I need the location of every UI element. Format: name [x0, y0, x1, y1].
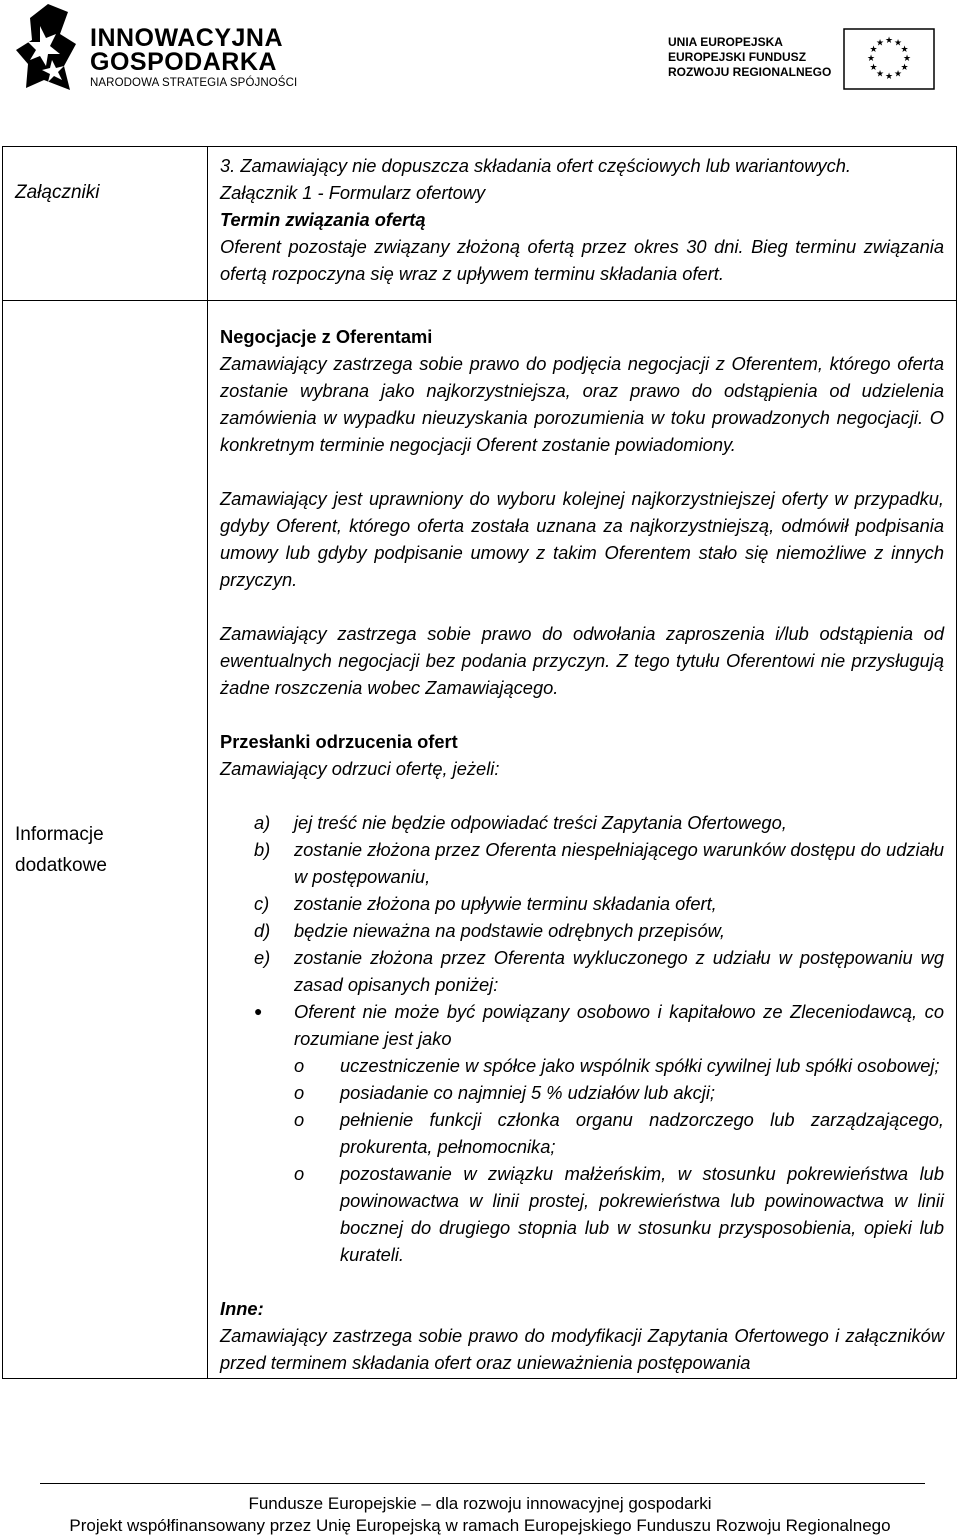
footer-divider: [40, 1483, 925, 1484]
svg-text:★: ★: [900, 45, 909, 55]
sub-list-marker: o: [294, 1082, 305, 1103]
ig-emblem-icon: [16, 4, 82, 92]
sub-list-item: [294, 1052, 944, 1079]
additional-info-label-line2: dodatkowe: [15, 855, 107, 876]
table-row-attachments: [3, 147, 957, 301]
attachments-label-cell: [3, 147, 208, 301]
list-item-text: będzie nieważna na podstawie odrębnych przepisów,: [294, 920, 725, 941]
sub-list-item: [294, 1106, 944, 1160]
rejection-list: [254, 809, 944, 998]
sub-list-text: uczestniczenie w spółce jako wspólnik spółki cywilnej lub spółki osobowej;: [340, 1055, 940, 1076]
ig-logo-tagline: NARODOWA STRATEGIA SPÓJNOŚCI: [90, 77, 298, 89]
attachments-label: Załączniki: [15, 182, 100, 203]
svg-text:★: ★: [869, 45, 878, 55]
footer-line-2: Projekt współfinansowany przez Unię Europejską w ramach Europejskiego Funduszu Rozwoju Regionalnego: [69, 1516, 891, 1535]
page-header: [0, 0, 960, 100]
sub-list-text: posiadanie co najmniej 5 % udziałów lub akcji;: [340, 1082, 715, 1103]
list-item: [254, 917, 944, 944]
list-item-text: zostanie złożona przez Oferenta niespełniającego warunków dostępu do udziału w postępowaniu,: [294, 839, 944, 887]
eu-logo: [668, 28, 935, 90]
table-row-additional-info: [3, 301, 957, 1379]
offer-binding-text: Oferent pozostaje związany złożoną ofertą przez okres 30 dni. Bieg terminu związania ofertą rozpoczyna się wraz z upływem terminu składania ofert.: [220, 236, 944, 284]
bullet-text: Oferent nie może być powiązany osobowo i kapitałowo ze Zleceniodawcą, co rozumiane jest jako: [294, 1001, 944, 1049]
list-marker: c): [254, 893, 270, 914]
list-marker: b): [254, 839, 271, 860]
sub-list-marker: o: [294, 1055, 305, 1076]
negotiations-title: Negocjacje z Oferentami: [220, 326, 433, 347]
svg-text:★: ★: [876, 38, 885, 49]
svg-text:★: ★: [885, 36, 894, 46]
bullet-item: [254, 998, 944, 1052]
list-item: [254, 836, 944, 890]
sub-list-marker: o: [294, 1163, 305, 1184]
rejection-title: Przesłanki odrzucenia ofert: [220, 731, 458, 752]
offer-conditions-table: [2, 146, 957, 1379]
innowacyjna-gospodarka-logo: [16, 4, 297, 92]
sub-list-text: pozostawanie w związku małżeńskim, w stosunku pokrewieństwa lub powinowactwa w linii prostej, pokrewieństwa lub powinowactwa w linii bocznej do drugiego stopnia lub w stosunku przysposobienia, opieki lub kurateli.: [340, 1163, 944, 1265]
attachments-content-cell: [208, 147, 957, 301]
svg-text:★: ★: [894, 69, 903, 80]
eu-logo-line3: ROZWOJU REGIONALNEGO: [668, 65, 832, 79]
additional-info-content-cell: [208, 301, 957, 1379]
svg-text:★: ★: [903, 54, 912, 64]
sub-list-text: pełnienie funkcji członka organu nadzorczego lub zarządzającego, prokurenta, pełnomocnika;: [340, 1109, 944, 1157]
svg-text:★: ★: [885, 72, 894, 82]
svg-text:★: ★: [894, 38, 903, 49]
list-item-text: zostanie złożona przez Oferenta wykluczonego z udziału w postępowaniu wg zasad opisanych poniżej:: [294, 947, 944, 995]
svg-text:★: ★: [900, 63, 909, 73]
offer-binding-title: Termin związania ofertą: [220, 209, 426, 230]
list-marker: e): [254, 947, 271, 968]
list-item: [254, 890, 944, 917]
list-item: [254, 944, 944, 998]
bullet-icon: ●: [254, 1003, 263, 1019]
svg-text:★: ★: [867, 54, 876, 64]
list-marker: d): [254, 920, 271, 941]
list-item-text: zostanie złożona po upływie terminu składania ofert,: [294, 893, 717, 914]
negotiations-text: Zamawiający zastrzega sobie prawo do podjęcia negocjacji z Oferentem, którego oferta zostanie wybrana jako najkorzystniejsza, oraz prawo do odstąpienia od udzielenia zamówienia w wypadku nieuzyskania porozumienia w toku prowadzonych negocjacji. O konkretnym terminie negocjacji Oferent zostanie powiadomiony.: [220, 353, 944, 455]
other-text: Zamawiający zastrzega sobie prawo do modyfikacji Zapytania Ofertowego i załączników przed terminem składania ofert oraz unieważnienia postępowania: [220, 1325, 944, 1373]
cancel-text: Zamawiający zastrzega sobie prawo do odwołania zaproszenia i/lub odstąpienia od ewentualnych negocjacji bez podania przyczyn. Z tego tytułu Oferentowi nie przysługują żadne roszczenia wobec Zamawiającego.: [220, 623, 944, 698]
point-3-text: 3. Zamawiający nie dopuszcza składania ofert częściowych lub wariantowych.: [220, 155, 851, 176]
attachment-1-text: Załącznik 1 - Formularz ofertowy: [220, 182, 486, 203]
sub-list-item: [294, 1079, 944, 1106]
eu-flag-icon: [843, 28, 935, 90]
rejection-intro: Zamawiający odrzuci ofertę, jeżeli:: [220, 758, 500, 779]
eu-logo-line2: EUROPEJSKI FUNDUSZ: [668, 50, 807, 64]
sub-list-marker: o: [294, 1109, 305, 1130]
svg-text:★: ★: [876, 69, 885, 80]
other-title: Inne:: [220, 1298, 264, 1319]
sub-list-item: [294, 1160, 944, 1268]
list-marker: a): [254, 812, 271, 833]
footer-line-1: Fundusze Europejskie – dla rozwoju innowacyjnej gospodarki: [248, 1494, 712, 1513]
list-item-text: jej treść nie będzie odpowiadać treści Zapytania Ofertowego,: [294, 812, 787, 833]
eu-logo-line1: UNIA EUROPEJSKA: [668, 35, 783, 49]
ig-logo-line2: GOSPODARKA: [90, 48, 277, 76]
additional-info-label-cell: [3, 301, 208, 1379]
additional-info-label-line1: Informacje: [15, 824, 104, 845]
svg-text:★: ★: [869, 63, 878, 73]
ig-logo-line1: INNOWACYJNA: [90, 24, 284, 52]
next-offer-text: Zamawiający jest uprawniony do wyboru kolejnej najkorzystniejszej oferty w przypadku, gdyby Oferent, którego oferta została uznana za najkorzystniejszą, odmówił podpisania umowy lub gdyby podpisanie umowy z takim Oferentem stało się niemożliwe z innych przyczyn.: [220, 488, 944, 590]
list-item: [254, 809, 944, 836]
